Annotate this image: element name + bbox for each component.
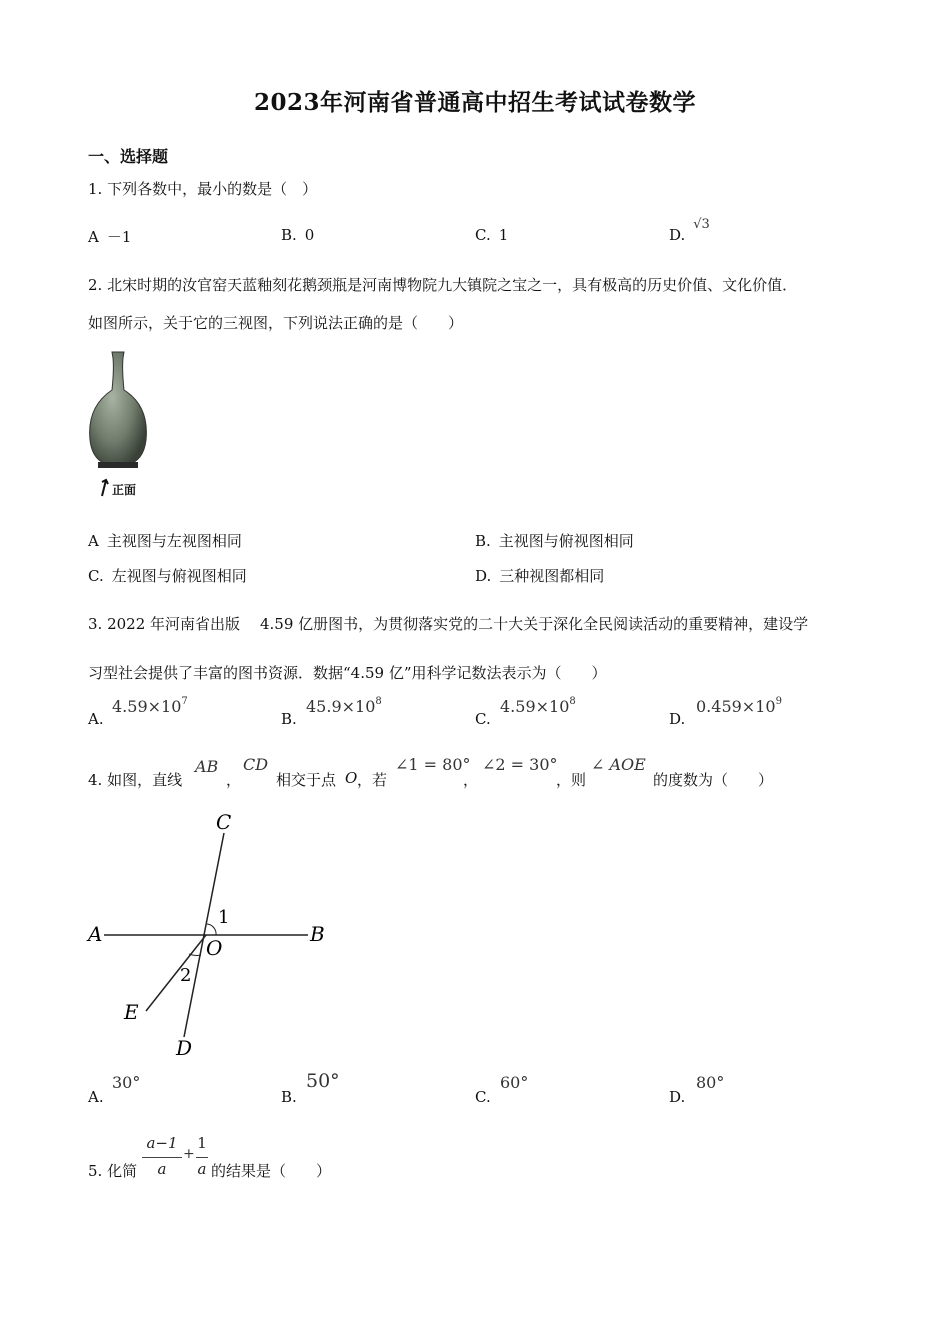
label-d: D: [176, 1036, 193, 1060]
option-value: 左视图与俯视图相同: [111, 567, 247, 585]
question-5-stem-b: 的结果是（ ）: [211, 1162, 332, 1180]
q4-option-d[interactable]: [669, 1088, 693, 1106]
q3-option-a[interactable]: [88, 710, 112, 728]
question-4-stem-d: ，则: [556, 771, 587, 789]
q4-line-ab: AB: [195, 757, 219, 776]
fraction-1-denominator: a: [157, 1160, 167, 1178]
option-label: C.: [88, 567, 104, 585]
q4-angle1: ∠1 = 80°: [395, 755, 471, 774]
q1-option-a[interactable]: [88, 226, 131, 247]
q4-option-c[interactable]: [475, 1088, 499, 1106]
option-label: B.: [475, 532, 491, 550]
option-label: D.: [669, 1088, 686, 1106]
option-label: D.: [669, 710, 686, 728]
option-value: 0: [304, 226, 315, 244]
question-4-stem-b: 相交于点: [276, 771, 337, 789]
option-label: D.: [475, 567, 492, 585]
q4-option-b-value: 50°: [306, 1070, 340, 1092]
q1-option-d[interactable]: [669, 217, 710, 244]
q4-comma2: ，: [463, 771, 479, 789]
q4-option-d-value: 80°: [696, 1073, 725, 1092]
plus-sign: +: [183, 1146, 195, 1162]
section-heading: 一、选择题: [88, 147, 169, 166]
q4-line-cd: CD: [243, 755, 269, 774]
q4-option-b[interactable]: [281, 1088, 305, 1106]
q4-option-a-value: 30°: [112, 1073, 141, 1092]
q3-option-b-value: $45.9\times 10^8$: [306, 696, 382, 716]
q3-option-d[interactable]: [669, 710, 693, 728]
angle-1-arc: [207, 924, 216, 935]
q1-option-b[interactable]: [281, 226, 314, 244]
option-label: A: [88, 532, 99, 550]
question-2-stem-line1: 2. 北宋时期的汝官窑天蓝釉刻花鹅颈瓶是河南博物院九大镇院之宝之一，具有极高的历史价值、文化价值．: [88, 276, 798, 294]
option-value: 1: [498, 226, 509, 244]
fraction-1-bar: [142, 1157, 182, 1158]
q3-option-b[interactable]: [281, 710, 305, 728]
q3-option-c-value: $4.59\times 10^8$: [500, 696, 576, 716]
option-label: B.: [281, 226, 297, 244]
q4-option-a[interactable]: [88, 1088, 112, 1106]
option-label: C.: [475, 1088, 491, 1106]
q3-option-a-value: $4.59\times 10^7$: [112, 696, 188, 716]
label-angle-1: 1: [218, 907, 230, 928]
label-angle-2: 2: [180, 965, 192, 986]
option-label: A.: [88, 1088, 104, 1106]
option-label: B.: [281, 710, 297, 728]
q4-comma1: ，: [226, 771, 242, 789]
figure-caption: 正面: [112, 483, 137, 497]
option-label: B.: [281, 1088, 297, 1106]
question-4-stem-c: ，若: [357, 771, 388, 789]
question-3-stem-line1a: 3. 2022 年河南省出版: [88, 615, 241, 633]
arrow-up-icon: [102, 480, 108, 496]
q4-point-o: O: [345, 769, 358, 787]
label-c: C: [216, 810, 232, 834]
vase-figure: [88, 350, 168, 500]
option-value: 主视图与左视图相同: [106, 532, 242, 550]
page-title: 2023年河南省普通高中招生考试试卷数学: [253, 89, 696, 116]
label-o: O: [206, 936, 223, 960]
q4-angle-aoe: ∠ AOE: [591, 755, 646, 774]
question-5-stem-a: 5. 化简: [88, 1162, 138, 1180]
question-2-stem-line2: 如图所示，关于它的三视图，下列说法正确的是（ ）: [88, 314, 464, 332]
fraction-2-bar: [196, 1157, 208, 1158]
option-value: √3: [693, 217, 710, 232]
q4-angle2: ∠2 = 30°: [482, 755, 558, 774]
option-value: 三种视图都相同: [499, 567, 605, 585]
fraction-1: [140, 1134, 184, 1178]
q2-option-b[interactable]: [475, 530, 634, 551]
q2-option-c[interactable]: [88, 565, 247, 586]
fraction-2-denominator: a: [197, 1160, 207, 1178]
label-b: B: [310, 922, 325, 946]
option-value: 主视图与俯视图相同: [498, 532, 634, 550]
q3-option-d-value: $0.459\times 10^9$: [696, 696, 782, 716]
question-1-stem: 1. 下列各数中，最小的数是（ ）: [88, 180, 318, 198]
option-label: A.: [88, 710, 104, 728]
fraction-2-numerator: 1: [197, 1134, 207, 1152]
q2-option-a[interactable]: [88, 530, 242, 551]
option-value: －1: [106, 228, 132, 246]
label-a: A: [88, 922, 103, 946]
geometry-figure: [80, 805, 340, 1065]
fraction-2: [195, 1134, 209, 1178]
q2-option-d[interactable]: [475, 565, 604, 586]
q3-option-c[interactable]: [475, 710, 499, 728]
question-3-stem-line1b: 4.59 亿册图书，为贯彻落实党的二十大关于深化全民阅读活动的重要精神，建设学: [260, 615, 809, 633]
question-3-stem-line2: 习型社会提供了丰富的图书资源．数据“4.59 亿”用科学记数法表示为（ ）: [88, 664, 607, 682]
q1-option-c[interactable]: [475, 226, 508, 244]
label-e: E: [124, 1000, 139, 1024]
fraction-1-numerator: a−1: [146, 1134, 178, 1152]
question-4-stem-e: 的度数为（ ）: [653, 771, 774, 789]
option-label: C.: [475, 710, 491, 728]
option-label: D.: [669, 226, 686, 244]
option-label: A: [88, 228, 99, 246]
q4-option-c-value: 60°: [500, 1073, 529, 1092]
question-4-stem-a: 4. 如图，直线: [88, 771, 183, 789]
option-label: C.: [475, 226, 491, 244]
